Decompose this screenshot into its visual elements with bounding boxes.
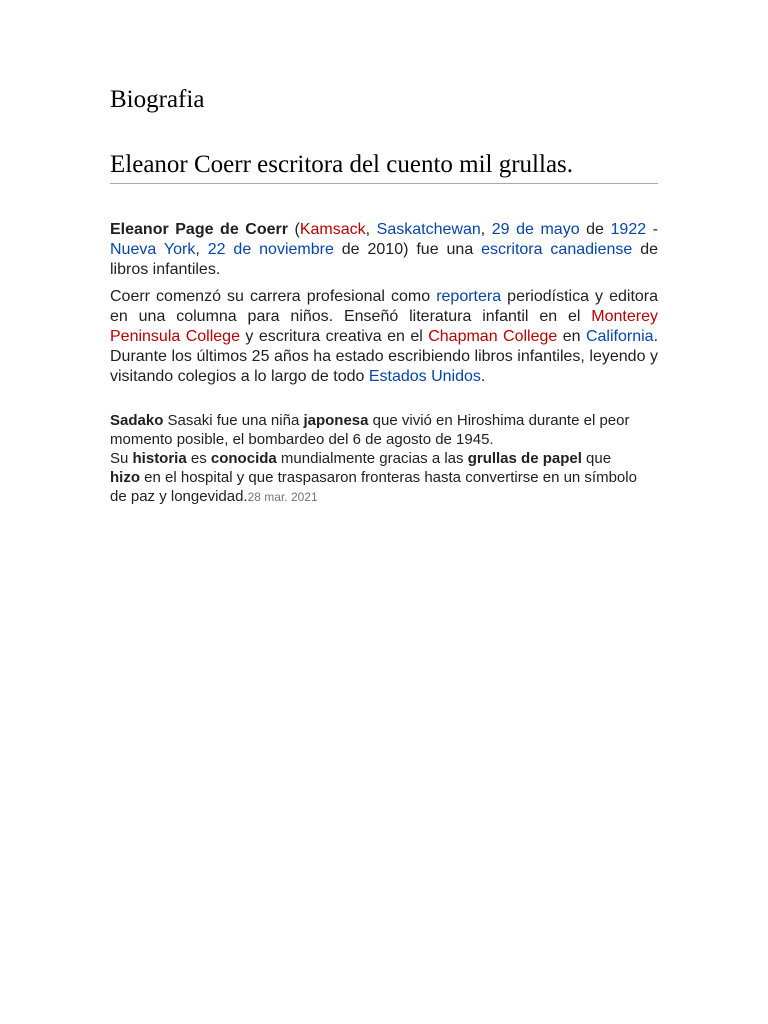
text-span: Su [110,450,133,467]
link-saskatchewan[interactable]: Saskatchewan [376,221,481,238]
link-1922[interactable]: 1922 [610,221,647,238]
section-heading-biografia: Biografia [110,86,205,113]
text-span: mundialmente gracias a las [276,450,468,467]
text-span: . [480,368,486,385]
link-monterey-peninsula-college[interactable]: Monterey Peninsula College [110,308,658,345]
text-span: , [480,221,492,238]
text-span: es [186,450,211,467]
text-span: , [365,221,377,238]
text-span: que [581,450,612,467]
link-nueva-york[interactable]: Nueva York [110,241,196,258]
link-estados-unidos[interactable]: Estados Unidos [368,368,481,385]
bold-hizo: hizo [110,469,140,486]
paragraph-career [110,287,658,387]
bold-historia: historia [132,450,187,467]
text-span: ( [287,221,300,238]
text-span: y escritura creativa en el [239,328,429,345]
text-span: - [646,221,658,238]
bold-japonesa: japonesa [303,412,369,429]
paragraph-sadako [110,411,640,507]
snippet-date: 28 mar. 2021 [247,490,318,504]
link-california[interactable]: California [585,328,654,345]
text-span: Coerr comenzó su carrera profesional como [110,288,437,305]
paragraph-intro [110,220,658,280]
link-22-de-noviembre[interactable]: 22 de noviembre [207,241,334,258]
text-span: de [579,221,611,238]
text-span: periodística y editora en una columna para niños. Enseñó literatura infantil en el [110,288,659,325]
link-29-de-mayo[interactable]: 29 de mayo [491,221,580,238]
link-escritora-canadiense[interactable]: escritora canadiense [481,241,633,258]
text-span: Sasaki fue una niña [163,412,304,429]
text-span: , [195,241,208,258]
bold-conocida: conocida [210,450,277,467]
subject-name: Eleanor Page de Coerr [110,221,288,238]
link-chapman-college[interactable]: Chapman College [428,328,558,345]
text-span: en [557,328,586,345]
bold-sadako: Sadako [110,412,164,429]
text-span: de libros infantiles. [110,241,659,278]
text-span: . Durante los últimos 25 años ha estado escribiendo libros infantiles, leyendo y visitando colegios a lo largo de todo [110,328,659,385]
text-span: de 2010) fue una [333,241,482,258]
link-reportera[interactable]: reportera [436,288,502,305]
text-span: que vivió en Hiroshima durante el peor momento posible, el bombardeo del 6 de agosto de 1945. [110,412,630,448]
bold-grullas-de-papel: grullas de papel [467,450,582,467]
link-kamsack[interactable]: Kamsack [299,221,366,238]
section-heading-title: Eleanor Coerr escritora del cuento mil grullas. [110,150,658,184]
text-span: en el hospital y que traspasaron fronteras hasta convertirse en un símbolo de paz y longevidad. [110,469,637,505]
